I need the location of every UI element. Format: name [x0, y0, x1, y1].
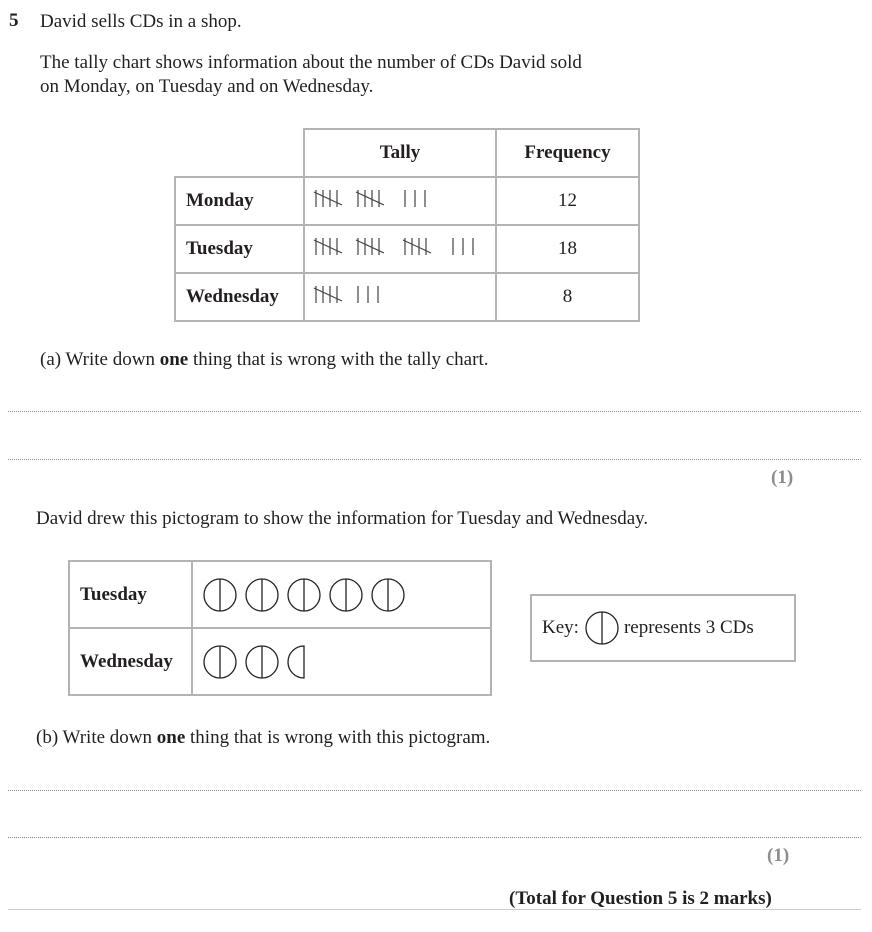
day-label: Tuesday [175, 225, 304, 273]
tally-marks-icon [313, 283, 493, 305]
answer-line-b2[interactable] [8, 837, 861, 838]
frequency-header: Frequency [496, 129, 639, 177]
answer-line-b1[interactable] [8, 790, 861, 791]
part-a-marks: (1) [771, 467, 794, 488]
answer-line-a2[interactable] [8, 459, 861, 460]
table-row [175, 225, 639, 273]
table-row [175, 273, 639, 321]
table-row [69, 561, 491, 628]
part-b-prefix: (b) Write down [36, 727, 157, 748]
tally-intro-line-2: on Monday, on Tuesday and on Wednesday. [40, 76, 374, 97]
tally-marks [304, 177, 496, 225]
tally-intro-line-1: The tally chart shows information about the number of CDs David sold [40, 52, 582, 73]
part-b-marks: (1) [767, 845, 790, 866]
answer-line-a1[interactable] [8, 411, 861, 412]
blank-header-cell [175, 129, 304, 177]
part-b-question [36, 726, 490, 750]
half-cd-icon [286, 644, 322, 680]
question-total: (Total for Question 5 is 2 marks) [509, 888, 772, 909]
cd-icon [370, 577, 406, 613]
pictogram-key [530, 594, 796, 662]
key-meaning: represents 3 CDs [623, 617, 754, 638]
table-row [175, 177, 639, 225]
tally-header: Tally [304, 129, 496, 177]
key-label: Key: [542, 617, 579, 638]
cd-icon [286, 577, 322, 613]
pictogram-symbols [192, 561, 491, 628]
tally-marks-icon [313, 187, 493, 209]
pictogram-table [68, 560, 492, 696]
cd-icon [202, 644, 238, 680]
day-label: Wednesday [69, 628, 192, 695]
day-label: Tuesday [69, 561, 192, 628]
pictogram-symbols [192, 628, 491, 695]
tally-marks [304, 273, 496, 321]
frequency-value: 18 [496, 225, 639, 273]
tally-marks-icon [313, 235, 493, 257]
frequency-value: 12 [496, 177, 639, 225]
cd-icon [244, 577, 280, 613]
tally-marks [304, 225, 496, 273]
frequency-value: 8 [496, 273, 639, 321]
pictogram-intro: David drew this pictogram to show the information for Tuesday and Wednesday. [36, 508, 649, 529]
part-a-prefix: (a) Write down [40, 349, 160, 370]
part-b-emphasis: one [156, 727, 186, 748]
cd-icon [244, 644, 280, 680]
cd-icon [328, 577, 364, 613]
day-label: Monday [175, 177, 304, 225]
question-number: 5 [9, 10, 19, 31]
table-row [69, 628, 491, 695]
divider [8, 909, 861, 910]
day-label: Wednesday [175, 273, 304, 321]
part-b-suffix: thing that is wrong with this pictogram. [185, 727, 491, 748]
question-intro: David sells CDs in a shop. [40, 11, 242, 32]
cd-icon [584, 610, 620, 646]
tally-table [174, 128, 640, 322]
cd-icon [202, 577, 238, 613]
part-a-suffix: thing that is wrong with the tally chart. [188, 349, 489, 370]
part-a-question [40, 348, 488, 372]
part-a-emphasis: one [159, 349, 189, 370]
